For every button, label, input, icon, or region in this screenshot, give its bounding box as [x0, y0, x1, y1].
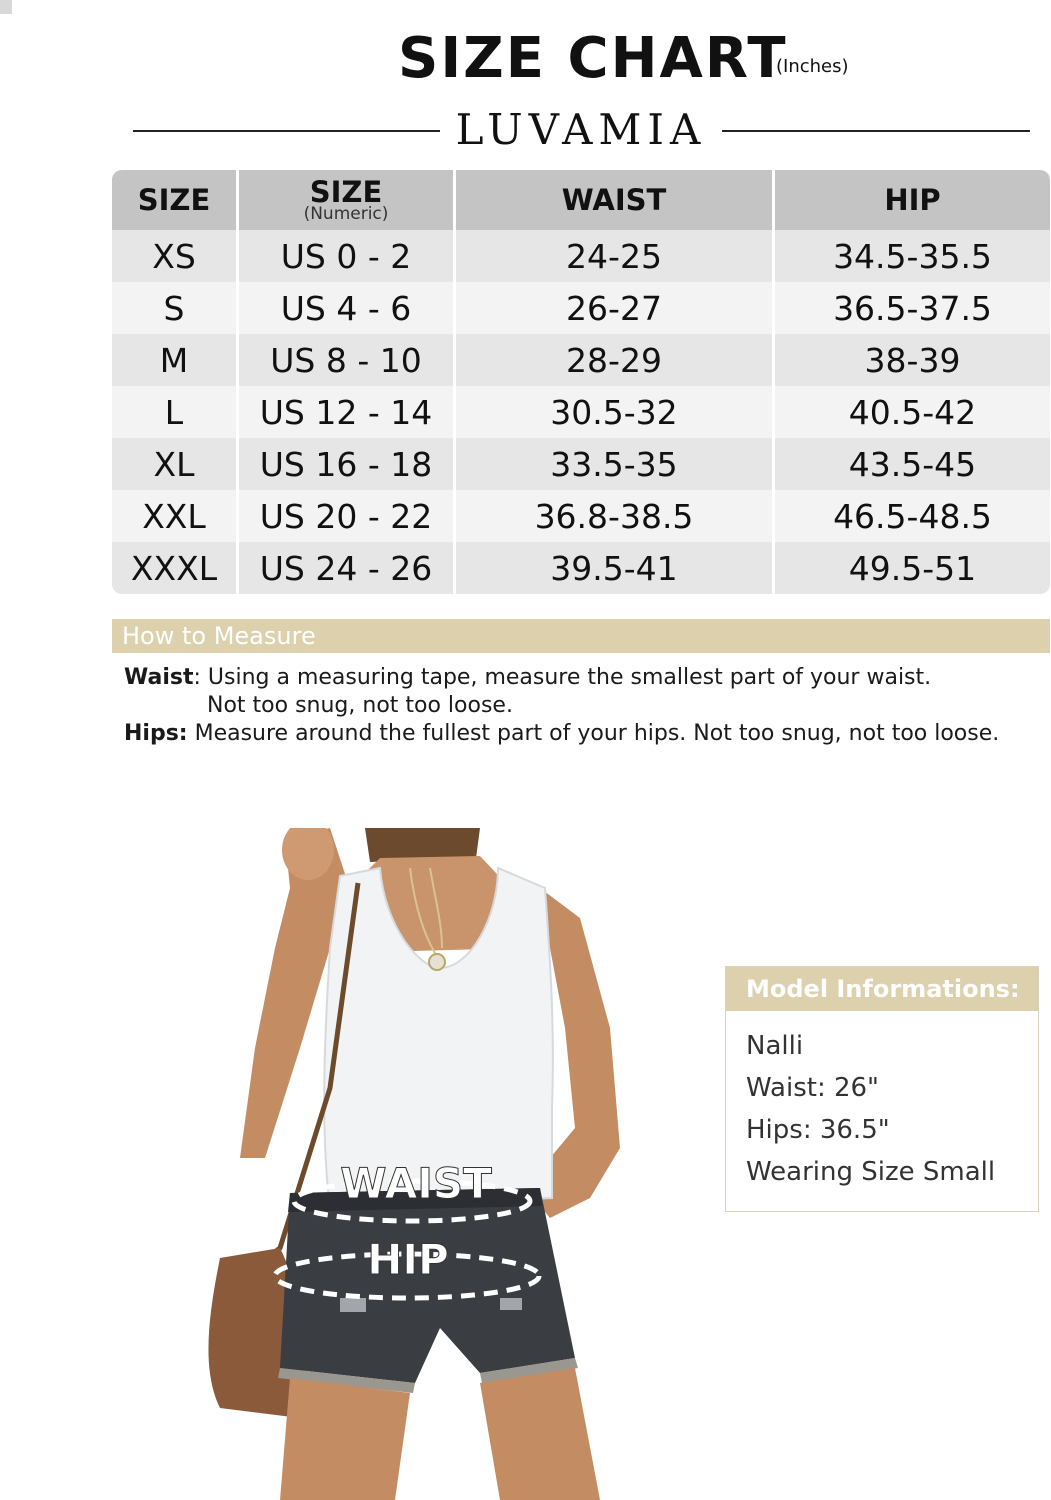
brand-row: [0, 105, 1051, 155]
cell-numeric: US 12 - 14: [236, 386, 453, 438]
cell-waist: 26-27: [453, 282, 772, 334]
model-name: Nalli: [746, 1031, 804, 1061]
brand-divider-left: [133, 130, 440, 132]
measure-instructions: [124, 664, 1044, 748]
table-row: [112, 542, 1050, 594]
table-row: [112, 386, 1050, 438]
hip-photo-label: HIP: [367, 1235, 449, 1284]
model-info-lines: [726, 1011, 1038, 1193]
waist-instruction-text: : Using a measuring tape, measure the smallest part of your waist.: [193, 665, 932, 690]
cell-waist: 39.5-41: [453, 542, 772, 594]
cell-numeric: US 20 - 22: [236, 490, 453, 542]
hips-instruction-label: Hips:: [124, 721, 188, 746]
hips-instruction-text: Measure around the fullest part of your hips. Not too snug, not too loose.: [187, 721, 1000, 746]
column-header-numeric: [236, 170, 453, 230]
cell-size: S: [112, 282, 236, 334]
cell-size: L: [112, 386, 236, 438]
cell-hip: 36.5-37.5: [772, 282, 1050, 334]
column-header-label: WAIST: [561, 183, 667, 217]
cell-size: XXXL: [112, 542, 236, 594]
column-header-label: SIZE: [309, 175, 383, 209]
cell-hip: 46.5-48.5: [772, 490, 1050, 542]
how-to-measure-title: How to Measure: [122, 622, 316, 650]
cell-hip: 40.5-42: [772, 386, 1050, 438]
title-row: [0, 24, 1051, 94]
column-header-waist: [453, 170, 772, 230]
table-header-row: [112, 170, 1050, 230]
cell-waist: 36.8-38.5: [453, 490, 772, 542]
brand-logo: LUVAMIA: [455, 105, 707, 154]
model-wearing-size: Wearing Size Small: [746, 1157, 996, 1187]
waist-instruction-label: Waist: [124, 665, 194, 690]
table-row: [112, 230, 1050, 282]
column-header-label: SIZE: [137, 183, 211, 217]
table-row: [112, 438, 1050, 490]
waist-photo-label: WAIST: [340, 1159, 492, 1208]
cell-size: XL: [112, 438, 236, 490]
table-row: [112, 334, 1050, 386]
cell-hip: 38-39: [772, 334, 1050, 386]
cell-waist: 28-29: [453, 334, 772, 386]
model-legs: [280, 1378, 410, 1500]
hips-instruction: [124, 720, 1044, 748]
how-to-measure-bar: [112, 619, 1050, 653]
cell-hip: 43.5-45: [772, 438, 1050, 490]
column-header-size: [112, 170, 236, 230]
brand-divider-right: [722, 130, 1030, 132]
cell-waist: 30.5-32: [453, 386, 772, 438]
size-table: [112, 170, 1050, 594]
cell-size: XS: [112, 230, 236, 282]
model-info-title: Model Informations:: [726, 967, 1038, 1011]
waist-instruction-continued: Not too snug, not too loose.: [207, 693, 513, 718]
units-label: (Inches): [776, 56, 849, 77]
cell-size: M: [112, 334, 236, 386]
cell-waist: 33.5-35: [453, 438, 772, 490]
cell-numeric: US 0 - 2: [236, 230, 453, 282]
waist-instruction: [124, 664, 1044, 692]
model-info-box: [725, 966, 1039, 1212]
model-photo: [180, 828, 620, 1500]
cell-waist: 24-25: [453, 230, 772, 282]
table-row: [112, 282, 1050, 334]
table-row: [112, 490, 1050, 542]
cell-size: XXL: [112, 490, 236, 542]
cell-hip: 49.5-51: [772, 542, 1050, 594]
model-hips: Hips: 36.5": [746, 1115, 890, 1145]
column-header-sub: (Numeric): [303, 204, 389, 224]
column-header-hip: [772, 170, 1050, 230]
page-title: SIZE CHART: [398, 26, 788, 91]
cell-numeric: US 16 - 18: [236, 438, 453, 490]
cell-numeric: US 4 - 6: [236, 282, 453, 334]
corner-mark: [0, 0, 12, 14]
column-header-label: HIP: [884, 183, 941, 217]
cell-hip: 34.5-35.5: [772, 230, 1050, 282]
necklace-pendant: [429, 954, 445, 970]
model-waist: Waist: 26": [746, 1073, 880, 1103]
cell-numeric: US 24 - 26: [236, 542, 453, 594]
cell-numeric: US 8 - 10: [236, 334, 453, 386]
